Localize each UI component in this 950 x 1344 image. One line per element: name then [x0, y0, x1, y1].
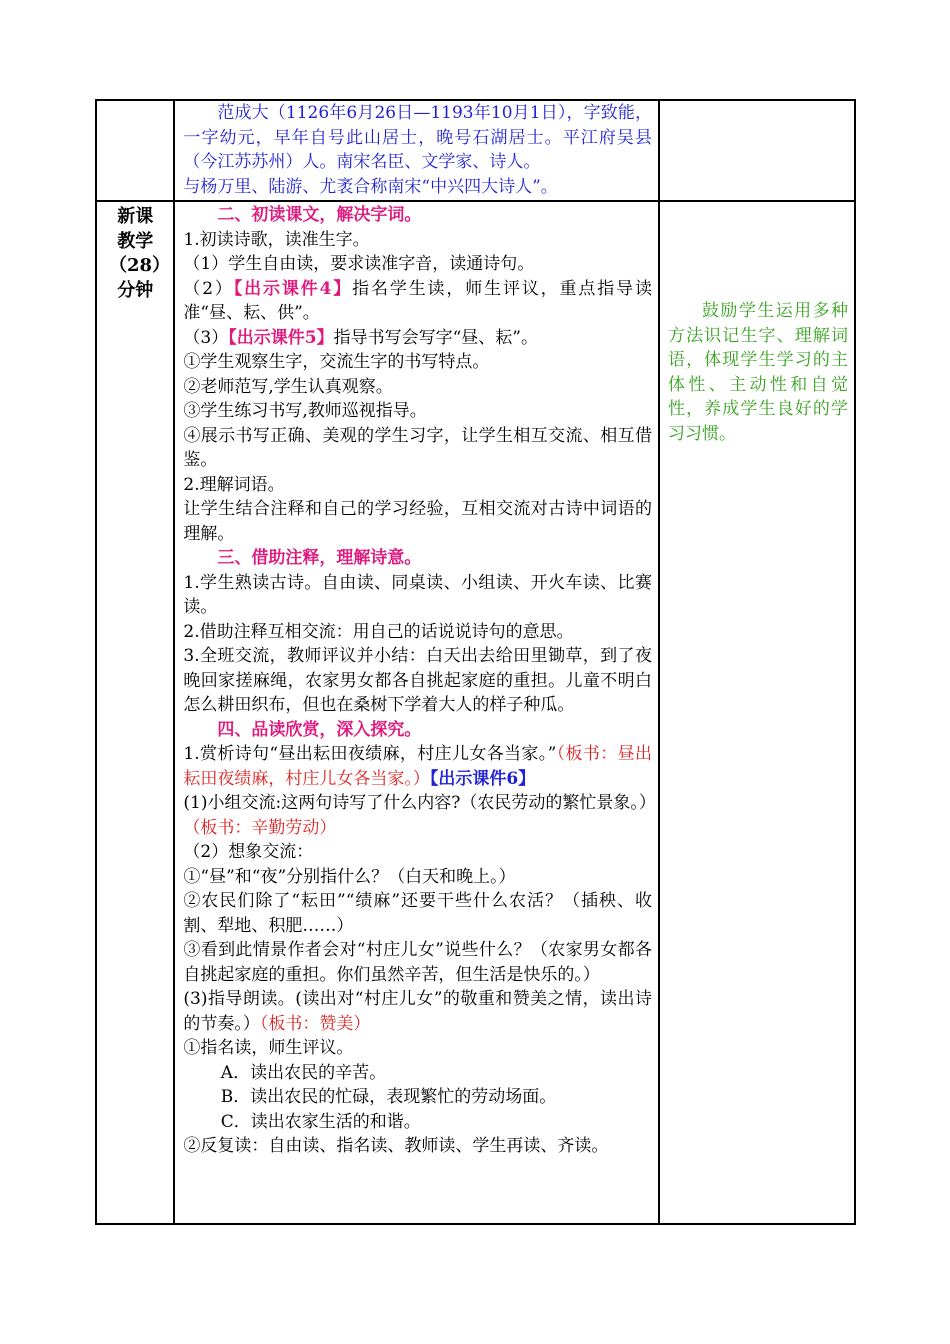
- content-line: 1.学生熟读古诗。自由读、同桌读、小组读、开火车读、比赛读。: [183, 572, 652, 617]
- author-intro-paragraph: 与杨万里、陆游、尤袤合称南宋“中兴四大诗人”。: [183, 176, 558, 197]
- board-note: （板书：赞美）: [259, 1013, 371, 1034]
- content-line: 1.赏析诗句“昼出耘田夜绩麻，村庄儿女各当家。”（板书：昼出耘田夜绩麻，村庄儿女各当家。）【出示课件6】: [183, 744, 652, 789]
- board-note: （板书：昼出耘田夜绩麻，村庄儿女各当家。）: [183, 744, 652, 789]
- content-line: B．读出农民的忙碌，表现繁忙的劳动场面。: [220, 1087, 557, 1107]
- empty-label-cell: [96, 100, 174, 201]
- content-line: 让学生结合注释和自己的学习经验，互相交流对古诗中词语的理解。: [183, 499, 652, 544]
- content-line: ②农民们除了“耘田”“绩麻”还要干些什么农活？（插秧、收割、犁地、积肥……）: [183, 891, 652, 936]
- label-paren-close: ）: [152, 255, 171, 276]
- content-line: C．读出农家生活的和谐。: [220, 1111, 421, 1132]
- table-row: [96, 100, 855, 201]
- teaching-content-cell: [174, 201, 659, 1224]
- table-row: [96, 201, 855, 1224]
- label-minutes-row: [97, 254, 173, 279]
- section-heading: 四、品读欣赏，深入探究。: [217, 719, 422, 740]
- author-intro-cell: [174, 100, 659, 201]
- author-intro-paragraph: 范成大（1126年6月26日—1193年10月1日），字致能，一字幼元，早年自号此山居士，晚号石湖居士。平江府吴县（今江苏苏州）人。南宋名臣、文学家、诗人。: [183, 103, 652, 172]
- content-line: (3)指导朗读。(读出对“村庄儿女”的敬重和赞美之情，读出诗的节奏。）（板书：赞美）: [183, 989, 652, 1034]
- label-line: 教学: [117, 230, 154, 252]
- label-minutes: 28: [127, 255, 153, 276]
- content-line: （2）想象交流：: [183, 842, 314, 862]
- empty-remark-cell: [659, 100, 855, 201]
- content-line: (1)小组交流:这两句诗写了什么内容?（农民劳动的繁忙景象。）（板书：辛勤劳动）: [183, 793, 656, 838]
- content-line: ①“昼”和“夜”分别指什么？（白天和晚上。）: [183, 866, 516, 887]
- content-line: A．读出农民的辛苦。: [220, 1062, 387, 1083]
- section-heading: 三、借助注释，理解诗意。: [217, 548, 422, 568]
- section-label-cell: [96, 201, 174, 1224]
- content-line: （2）【出示课件4】指名学生读，师生评议，重点指导读准“昼、耘、供”。: [183, 278, 652, 323]
- content-line: 3.全班交流，教师评议并小结：白天出去给田里锄草，到了夜晚回家搓麻绳，农家男女都各自挑起家庭的重担。儿童不明白怎么耕田织布，但也在桑树下学着大人的样子种瓜。: [183, 646, 652, 715]
- courseware-tag: 【出示课件5】: [228, 327, 334, 348]
- content-line: （1）学生自由读，要求读准字音，读通诗句。: [183, 254, 535, 274]
- content-line: ④展示书写正确、美观的学生习字，让学生相互交流、相互借鉴。: [183, 425, 652, 470]
- label-paren-open: （: [109, 255, 127, 276]
- content-line: ③学生练习书写,教师巡视指导。: [183, 401, 427, 421]
- content-line: ②老师范写,学生认真观察。: [183, 376, 393, 397]
- board-note: （板书：辛勤劳动）: [183, 817, 337, 838]
- courseware-tag: 【出示课件6】: [429, 768, 536, 789]
- content-line: ③看到此情景作者会对“村庄儿女”说些什么？（农家男女都各自挑起家庭的重担。你们虽然辛苦，但生活是快乐的。）: [183, 940, 652, 985]
- content-line: 1.初读诗歌，读准生字。: [183, 229, 370, 250]
- courseware-tag: 【出示课件4】: [233, 278, 353, 299]
- label-line: 新课: [117, 206, 154, 227]
- label-line: 分钟: [117, 279, 154, 301]
- content-line: （3）【出示课件5】指导书写会写字“昼、耘”。: [183, 327, 538, 348]
- content-line: ②反复读：自由读、指名读、教师读、学生再读、齐读。: [183, 1136, 609, 1156]
- lesson-plan-table: [95, 99, 856, 1225]
- remark-cell: [659, 201, 855, 1224]
- content-line: 2.借助注释互相交流：用自己的话说说诗句的意思。: [183, 621, 574, 642]
- content-line: ①指名读，师生评议。: [183, 1038, 354, 1058]
- section-heading: 二、初读课文，解决字词。: [217, 205, 422, 225]
- content-line: ①学生观察生字，交流生字的书写特点。: [183, 352, 490, 372]
- remark-text: 鼓励学生运用多种方法识记生字、理解词语，体现学生学习的主体性、主动性和自觉性，养成学生良好的学习习惯。: [667, 301, 848, 444]
- content-line: 2.理解词语。: [183, 474, 285, 495]
